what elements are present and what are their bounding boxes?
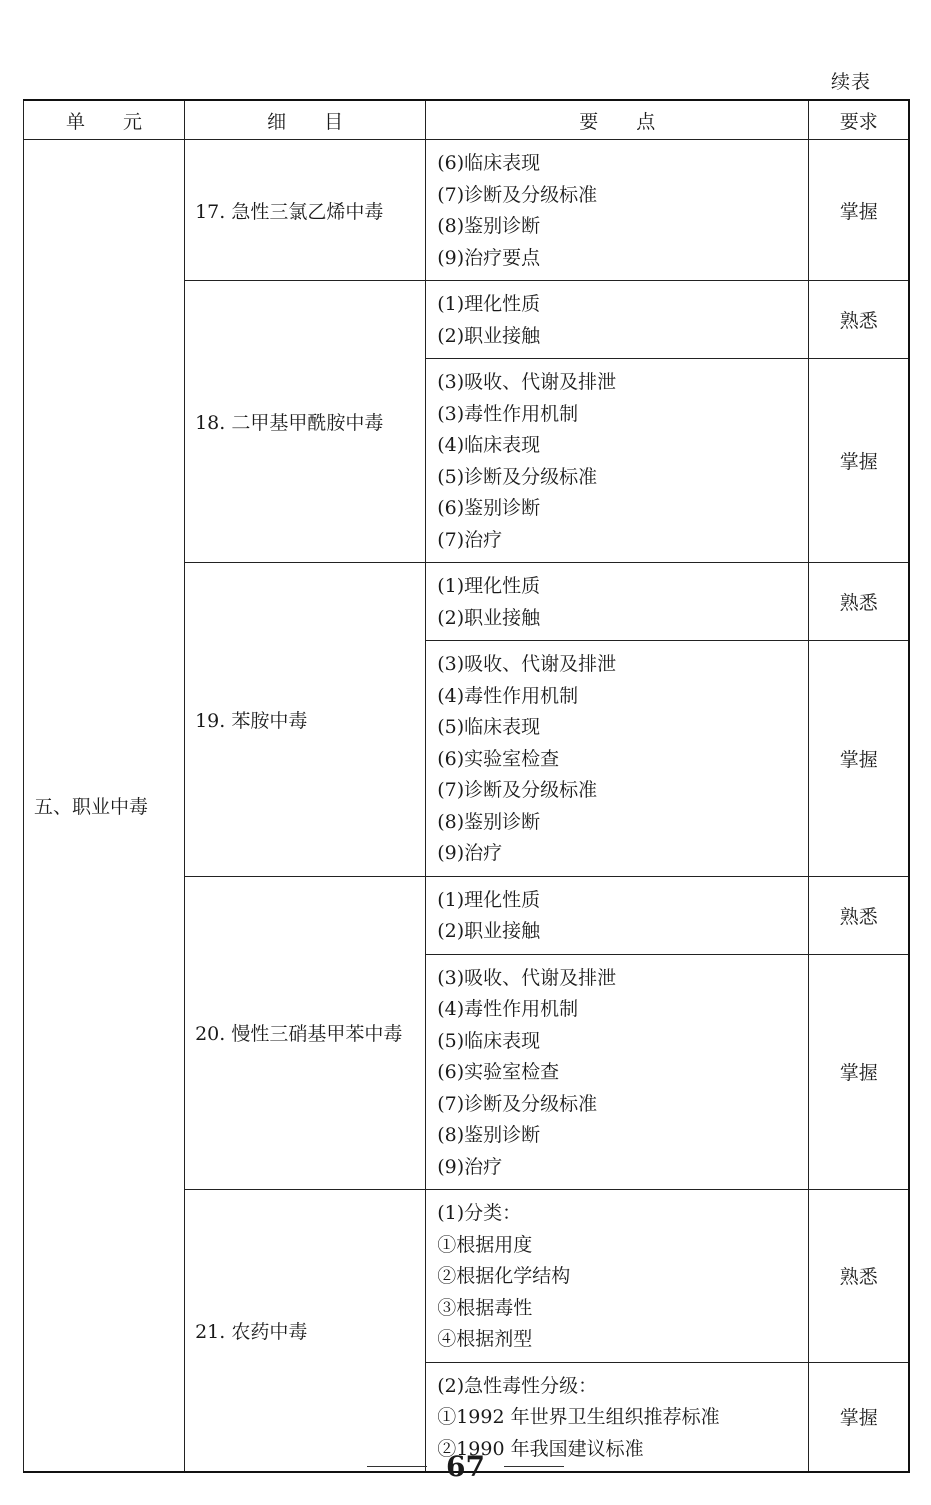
point-line: (2)急性毒性分级：: [437, 1374, 598, 1397]
footer-rule-left: [367, 1466, 427, 1467]
point-line: (1)理化性质: [437, 293, 541, 315]
header-unit: 单 元: [24, 100, 185, 140]
requirement-cell: 掌握: [809, 954, 909, 1190]
requirement-cell: 掌握: [809, 359, 909, 563]
point-line: (4)毒性作用机制: [437, 998, 579, 1020]
points-cell: [426, 641, 809, 877]
point-line: (5)诊断及分级标准: [437, 465, 598, 488]
table-row: [24, 140, 910, 281]
point-line: (3)吸收、代谢及排泄: [437, 653, 617, 675]
point-line: (5)临床表现: [437, 1029, 541, 1052]
points-cell: [426, 281, 809, 359]
continued-label: 续表: [831, 71, 872, 93]
point-line: (2)职业接触: [437, 920, 541, 942]
header-points: 要 点: [426, 100, 809, 140]
point-line: (3)吸收、代谢及排泄: [437, 966, 617, 989]
point-line: (6)实验室检查: [437, 747, 560, 770]
syllabus-table: [23, 99, 910, 1473]
point-line: ①根据用度: [437, 1233, 533, 1256]
point-line: ①1992 年世界卫生组织推荐标准: [437, 1406, 720, 1428]
table-header-row: [24, 100, 910, 140]
points-cell: [426, 359, 809, 563]
point-line: (7)诊断及分级标准: [437, 779, 598, 801]
item-cell: 20. 慢性三硝基甲苯中毒: [185, 876, 426, 1190]
point-line: (7)诊断及分级标准: [437, 1092, 598, 1115]
requirement-cell: 掌握: [809, 641, 909, 877]
points-cell: [426, 954, 809, 1190]
point-line: ④根据剂型: [437, 1328, 533, 1350]
table-body: [24, 140, 910, 1473]
point-line: (6)临床表现: [437, 152, 541, 174]
point-line: ②1990 年我国建议标准: [437, 1437, 644, 1460]
point-line: (4)临床表现: [437, 434, 541, 456]
requirement-cell: 熟悉: [809, 281, 909, 359]
point-line: ③根据毒性: [437, 1296, 533, 1319]
requirement-cell: 熟悉: [809, 1190, 909, 1363]
requirement-cell: 掌握: [809, 140, 909, 281]
point-line: (8)鉴别诊断: [437, 1124, 541, 1146]
point-line: (6)实验室检查: [437, 1061, 560, 1083]
point-line: (9)治疗: [437, 1155, 503, 1178]
requirement-cell: 掌握: [809, 1362, 909, 1472]
points-cell: [426, 876, 809, 954]
point-line: (3)吸收、代谢及排泄: [437, 371, 617, 393]
unit-cell: 五、职业中毒: [24, 140, 185, 1473]
point-line: (4)毒性作用机制: [437, 684, 579, 707]
point-line: ②根据化学结构: [437, 1265, 571, 1287]
points-cell: [426, 563, 809, 641]
item-cell: 19. 苯胺中毒: [185, 563, 426, 877]
point-line: (1)分类：: [437, 1202, 522, 1224]
point-line: (8)鉴别诊断: [437, 810, 541, 833]
requirement-cell: 熟悉: [809, 876, 909, 954]
point-line: (6)鉴别诊断: [437, 497, 541, 519]
points-cell: [426, 140, 809, 281]
point-line: (2)职业接触: [437, 606, 541, 629]
requirement-cell: 熟悉: [809, 563, 909, 641]
point-line: (7)治疗: [437, 528, 503, 551]
point-line: (1)理化性质: [437, 575, 541, 597]
point-line: (8)鉴别诊断: [437, 215, 541, 237]
header-item: 细 目: [185, 100, 426, 140]
page-number: 67: [446, 1450, 485, 1483]
point-line: (3)毒性作用机制: [437, 402, 579, 425]
item-cell: 17. 急性三氯乙烯中毒: [185, 140, 426, 281]
footer-rule-right: [504, 1466, 564, 1467]
item-cell: 21. 农药中毒: [185, 1190, 426, 1473]
points-cell: [426, 1190, 809, 1363]
point-line: (9)治疗要点: [437, 246, 541, 269]
point-line: (9)治疗: [437, 842, 503, 864]
header-requirement: 要求: [809, 100, 909, 140]
item-cell: 18. 二甲基甲酰胺中毒: [185, 281, 426, 563]
point-line: (5)临床表现: [437, 716, 541, 738]
page-footer: [0, 1450, 931, 1483]
point-line: (7)诊断及分级标准: [437, 183, 598, 206]
point-line: (1)理化性质: [437, 888, 541, 911]
point-line: (2)职业接触: [437, 324, 541, 347]
